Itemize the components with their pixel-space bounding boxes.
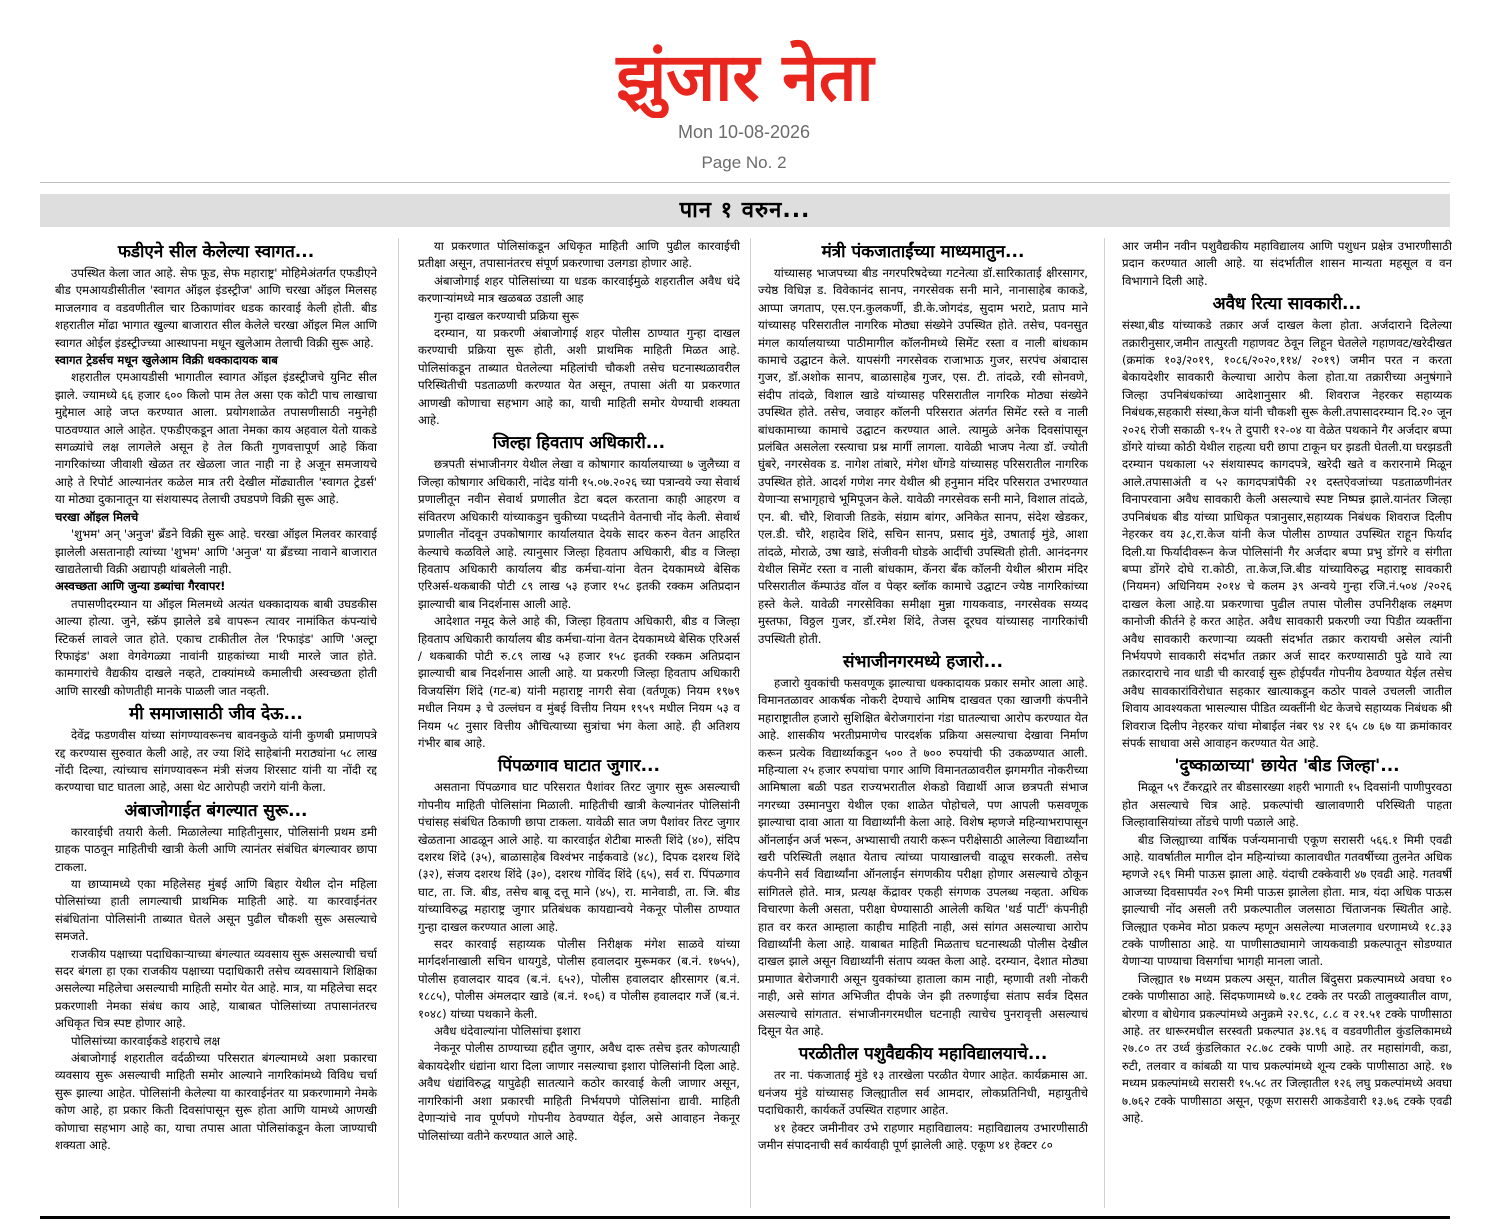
article-paragraph: उपस्थित केला जात आहे. सेफ फूड, सेफ महाराष्ट्र' मोहिमेअंतर्गत एफडीएने बीड एमआयडीसीतील 'स्वागत ऑइल इंडस्ट्रीज' आणि चरखा ऑइल मिलसह माजलगाव व वडवणीतील चार ठिकाणांवर धडक कारवाई केली होती. बीड शहरातील मोंढा भागात खुल्या बाजारात सील केलेले चरखा ऑइल मिल आणि स्वागत ओईल इंडस्ट्रीज्च्या आस्थापना मधून खुलेआम तेलाची विक्री सुरू आहे. (55, 266, 377, 350)
article-column-1 (55, 238, 377, 1208)
article-column-2 (418, 238, 740, 1208)
logo-text: झुंजार नेता (616, 39, 874, 116)
top-divider (40, 182, 1450, 183)
article-subheading: अस्वच्छता आणि जुन्या डब्यांचा गैरवापर! (55, 579, 226, 594)
article-paragraph: छत्रपती संभाजीनगर येथील लेखा व कोषागार कार्यालयाच्या ७ जुलैच्या व जिल्हा कोषागार अधिकारी, नांदेड यांनी १५.०७.२०२६ च्या पत्रान्वये ज्या सेवार्थ प्रणालीतून नवीन सेवार्थ प्रणालीत डेटा बदल करताना काही आहरण व संवितरण अधिकारी यांच्याकडुन चुकीच्या पध्दतीने वेतनाची नोंद केली. सेवार्थ प्रणालीत नोंदवून उपकोषागार कार्यालयात देयके सादर करुन वेतन आहरित केल्याचे कळविले आहे. त्यानुसार जिल्हा हिवताप अधिकारी, बीड व जिल्हा हिवताप अधिकारी कार्यालय बीड कर्मचा-यांना वेतन देयकामध्ये बेसिक एरिअर्स-थकबाकी पोटी ८९ लाख ५३ हजार १५८ इतकी रक्कम अतिप्रदान झाल्याची बाब निदर्शनास आली आहे. (418, 457, 740, 611)
article-paragraph: अंबाजोगाई शहरातील वर्दळीच्या परिसरात बंगल्यामध्ये अशा प्रकारचा व्यवसाय सुरू असल्याची माहिती समोर आल्याने नागरिकांमध्ये विविध चर्चा सुरू झाल्या आहेत. पोलिसांनी केलेल्या या कारवाईनंतर या प्रकरणामागे नेमके कोण आहे, हा प्रकार किती दिवसांपासून सुरू होता आणि यामध्ये आणखी कोणाचा सहभाग आहे का, याचा तपास आता पोलिसांकडून केला जाण्याची शक्यता आहे. (55, 1051, 377, 1153)
masthead (0, 0, 1488, 180)
article-paragraph: शहरातील एमआयडीसी भागातील स्वागत ऑइल इंडस्ट्रीजचे युनिट सील झाले. ज्यामध्ये ६६ हजार ६०० किलो पाम तेल असा एक कोटी पाच लाखाचा मुद्देमाल आहे जप्त करण्यात आला. प्रयोगशाळेत तपासणीसाठी नमुनेही पाठवण्यात आले आहेत. एफडीएकडून आता नेमका काय अहवाल येतो याकडे सगळ्यांचे लक्ष लागलेले असून हे तेल किती गुणवत्तापूर्ण आहे किंवा नागरिकांच्या जीवाशी खेळत तर खेळला जात नाही ना हे अजून समजायचे आहे ते रिपोर्ट आल्यानंतर कळेल मात्र तरी देखील मोंढ्यातील 'स्वागत ट्रेडर्स' या मोठ्या दुकानातून या संशयास्पद तेलाची उघडपणे विक्री सुरू आहे. (55, 370, 377, 507)
article-paragraph: तर ना. पंकजाताई मुंडे १३ तारखेला परळीत येणार आहेत. कार्यक्रमास आ. धनंजय मुंडे यांच्यासह जिल्ह्यातील सर्व आमदार, लोकप्रतिनिधी, महायुतीचे पदाधिकारी, कार्यकर्ते उपस्थित राहणार आहेत. (758, 1068, 1088, 1118)
bottom-divider (40, 1216, 1450, 1219)
article-headline: फडीएने सील केलेल्या स्वागत... (117, 242, 315, 262)
article-headline: परळीतील पशुवैद्यकीय महाविद्यालयाचे... (798, 1044, 1048, 1065)
article-headline: मंत्री पंकजाताईंच्या माध्यमातुन... (821, 242, 1025, 262)
article-column-3 (758, 238, 1088, 1208)
article-paragraph: मिळून ५९ टँकरद्वारे तर बीडसारख्या शहरी भागाती १५ दिवसांनी पाणीपुरवठा होत असल्याचे चित्र आहे. प्रकल्पांची खालावणारी परिस्थिती पाहता जिल्हावासियांच्या तोंडचे पाणी पळाले आहे. (1122, 780, 1452, 830)
article-subheading: चरखा ऑइल मिलचे (55, 509, 139, 524)
issue-date: Mon 10-08-2026 (677, 122, 811, 142)
article-paragraph: अंबाजोगाई शहर पोलिसांच्या या धडक कारवाईमुळे शहरातील अवैध धंदे करणाऱ्यांमध्ये मात्र खळबळ उडाली आह (418, 273, 740, 306)
article-column-4 (1122, 238, 1452, 1208)
article-headline: जिल्हा हिवताप अधिकारी... (492, 433, 666, 454)
article-paragraph: देवेंद्र फडणवीस यांच्या सांगण्यावरूनच बावनकुळे यांनी कुणबी प्रमाणपत्रे रद्द करण्यास सुरुवात केली आहे, तर ज्या शिंदे साहेबांनी मराठ्यांना ५८ लाख नोंदी दिल्या, त्यांच्याच सांगण्यावरून मंत्री संजय शिरसाट यांनी या नोंदी रद्द करण्याचा घाट घातला आहे, असा थेट आरोपही जरांगे यांनी केला. (55, 728, 377, 795)
article-headline: संभाजीनगरमध्ये हजारो... (843, 651, 1003, 672)
article-paragraph: या छाप्यामध्ये एका महिलेसह मुंबई आणि बिहार येथील दोन महिला पोलिसांच्या हाती लागल्याची प्राथमिक माहिती आहे. या कारवाईनंतर संबंधितांना पोलिसांनी ताब्यात घेतले असून पुढील चौकशी सुरू असल्याचे समजते. (55, 877, 377, 944)
article-paragraph: गुन्हा दाखल करण्याची प्रक्रिया सुरू (434, 308, 579, 323)
article-paragraph: जिल्ह्यात १७ मध्यम प्रकल्प असून, यातील बिंदुसरा प्रकल्पामध्ये अवघा १० टक्के पाणीसाठा आहे. सिंदफणामध्ये ७.१८ टक्के तर परळी तालुक्यातील वाण, बोरणा व बोधेगाव प्रकल्पांमध्ये अनुक्रमे २२.९८, ८.८ व २१.५१ टक्के पाणीसाठा आहे. तर धारूरमधील सरस्वती प्रकल्पात ३४.९६ व वडवणीतील कुंडलिकामध्ये २७.८० तर उर्ध्व कुंडलिकात २८.७८ टक्के पाणी आहे. तर महासांगवी, कडा, रुटी, तलवार व कांबळी या पाच प्रकल्पांमध्ये शून्य टक्के पाणीसाठा आहे. १७ मध्यम प्रकल्पांमध्ये सरासरी १५.५८ तर जिल्हातील १२६ लघु प्रकल्पांमध्ये अवघा ७.७६२ टक्के पाणीसाठा असून, एकूण सरासरी आकडेवारी १३.७६ टक्के एवढी आहे. (1122, 971, 1452, 1126)
article-headline: पिंपळगाव घाटात जुगार... (498, 756, 660, 777)
article-subheading: स्वागत ट्रेडर्सच मधून खुलेआम विक्री धक्कादायक बाब (55, 353, 278, 368)
section-banner: पान १ वरुन... (40, 194, 1450, 227)
article-paragraph: नेकनूर पोलीस ठाण्याच्या हद्दीत जुगार, अवैध दारू तसेच इतर कोणत्याही बेकायदेशीर धंद्यांना थारा दिला जाणार नसल्याचा इशारा पोलिसांनी दिला आहे. अवैध धंद्यांविरुद्ध यापुढेही सातत्याने कठोर कारवाई केली जाणार असून, नागरिकांनी अशा प्रकारची माहिती निर्भयपणे पोलिसांना द्यावी. माहिती देणाऱ्यांचे नाव पूर्णपणे गोपनीय ठेवण्यात येईल, असे आवाहन नेकनूर पोलिसांच्या वतीने करण्यात आले आहे. (418, 1041, 740, 1143)
article-paragraph: राजकीय पक्षाच्या पदाधिकाऱ्याच्या बंगल्यात व्यवसाय सुरू असल्याची चर्चा सदर बंगला हा एका राजकीय पक्षाच्या पदाधिकारी तसेच व्यवसायाने शिक्षिका असलेल्या महिलेचा असल्याची माहिती समोर येत आहे. मात्र, या महिलेचा सदर प्रकरणाशी नेमका संबंध काय आहे, याबाबत पोलिसांच्या तपासानंतरच अधिकृत चित्र स्पष्ट होणार आहे. (55, 946, 377, 1031)
article-paragraph: आर जमीन नवीन पशुवैद्यकीय महाविद्यालय आणि पशुधन प्रक्षेत्र उभारणीसाठी प्रदान करण्यात आली आहे. या संदर्भातील शासन मान्यता महसूल व वन विभागाने दिली आहे. (1122, 239, 1452, 288)
article-paragraph: ४१ हेक्टर जमीनीवर उभे राहणार महाविद्यालय: महाविद्यालय उभारणीसाठी जमीन संपादनाची सर्व कार्यवाही पूर्ण झालेली आहे. एकूण ४१ हेक्टर ८० (758, 1120, 1088, 1153)
article-paragraph: आदेशात नमूद केले आहे की, जिल्हा हिवताप अधिकारी, बीड व जिल्हा हिवताप अधिकारी कार्यालय बीड कर्मचा-यांना वेतन देयकामध्ये बेसिक एरिअर्स / थकबाकी पोटी रु.८९ लाख ५३ हजार १५८ इतकी रक्कम अतिप्रदान झाल्याची बाब निदर्शनास आली आहे. या प्रकरणी जिल्हा हिवताप अधिकारी विजयसिंग शिंदे (गट-ब) यांनी महाराष्ट्र नागरी सेवा (वर्तणूक) नियम १९७९ मधील नियम ३ चे उल्लंघन व मुंबई वित्तीय नियम १९५९ मधील नियम ५३ व नियम ५८ नुसार वित्तीय औचित्याच्या सुत्रांचा भंग केला आहे. ही अतिशय गंभीर बाब आहे. (418, 614, 740, 750)
article-headline: 'दुष्काळाच्या' छायेत 'बीड जिल्हा'... (1174, 756, 1400, 777)
article-paragraph: सदर कारवाई सहाय्यक पोलीस निरीक्षक मंगेश साळवे यांच्या मार्गदर्शनाखाली सचिन धायगुडे, पोलीस हवालदार मुरूमकर (ब.नं. १७५५), पोलीस हवालदार यादव (ब.नं. ६५२), पोलीस हवालदार क्षीरसागर (ब.नं. १८८५), पोलीस अंमलदार खाडे (ब.नं. १०६) व पोलीस हवालदार गर्जे (ब.नं. १०४८) यांच्या पथकाने केली. (418, 937, 740, 1021)
article-paragraph: 'शुभम' अन् 'अनुज' ब्रँडने विक्री सुरू आहे. चरखा ऑइल मिलवर कारवाई झालेली असतानाही त्यांच्या 'शुभम' आणि 'अनुज' या ब्रँडच्या नावाने बाजारात खाद्यतेलाची विक्री अद्यापही थांबलेली नाही. (55, 527, 377, 576)
article-headline: अवैध रित्या सावकारी... (1212, 294, 1362, 315)
article-paragraph: हजारो युवकांची फसवणूक झाल्याचा धक्कादायक प्रकार समोर आला आहे. विमानतळावर आकर्षक नोकरी देण्याचे आमिष दाखवत एका खाजगी कंपनीने महाराष्ट्रातील हजारो सुशिक्षित बेरोजगारांना गंडा घातल्याचा आरोप करण्यात येत आहे. शासकीय भरतीप्रमाणेच पारदर्शक प्रक्रिया असल्याचा देखावा निर्माण करून प्रत्येक विद्यार्थ्याकडून ५०० ते ७०० रुपयांची फी उकळण्यात आली. महिन्याला २५ हजार रुपयांचा पगार आणि विमानतळावरील झगमगीत नोकरीच्या आमिषाला बळी पडत राज्यभरातील शेकडो विद्यार्थी आज छत्रपती संभाज नगरच्या उस्मानपुरा येथील एका शाळेत पोहोचले, पण आपली फसवणूक झाल्याचा दावा आता या विद्यार्थ्यांनी केला आहे. विशेष म्हणजे महिन्याभरापासून ऑनलाईन अर्ज भरून, अभ्यासाची तयारी करून परीक्षेसाठी आलेल्या विद्यार्थ्यांना खरी परिस्थिती लक्षात येताच त्यांच्या पायाखालची वाळूच सरकली. तसेच कंपनीने सर्व विद्यार्थ्यांना ऑनलाईन संगणकीय परीक्षा होणार असल्याचे ठोकून सांगितले होते. मात्र, प्रत्यक्ष केंद्रावर एकही संगणक उपलब्ध नव्हता. अधिक विचारणा केली असता, परीक्षा घेण्यासाठी आलेली कथित 'थर्ड पार्टी' कंपनीही हात वर करत आम्हाला काहीच माहिती नाही, असं सांगत असल्याचा आरोप विद्यार्थ्यांनी केला आहे. याबाबत माहिती मिळताच घटनास्थळी पोलीस देखील दाखल झाले असून विद्यार्थ्यांनी संताप व्यक्त केला आहे. दरम्यान, देशात मोठ्या प्रमाणात बेरोजगारी असून युवकांच्या हाताला काम नाही, म्हणावी तशी नोकरी नाही, असे सांगत अभिजीत दीपके जेन झी तरुणाईचा संताप सर्वत्र दिसत असल्याचे सांगतात. संभाजीनगरमधील घटनाही त्याचेच पुनरावृत्ती असल्याचं दिसून येत आहे. (758, 675, 1088, 1039)
page-number: Page No. 2 (701, 153, 787, 172)
column-divider (1104, 238, 1105, 1208)
article-paragraph: बीड जिल्ह्याच्या वार्षिक पर्जन्यमानाची एकूण सरासरी ५६६.१ मिमी एवढी आहे. यावर्षातील मागील दोन महिन्यांच्या कालावधीत गतवर्षीच्या तुलनेत अधिक म्हणजे २६९ मिमी पाऊस झाला आहे. यंदाची टक्केवारी ४७ एवढी आहे. गतवर्षी आजच्या दिवसापर्यंत २०९ मिमी पाऊस झालेला होता. मात्र, यंदा अधिक पाऊस झाल्याची नोंद असली तरी प्रकल्पातील जलसाठा चिंताजनक स्थितीत आहे. जिल्ह्यात एकमेव मोठा प्रकल्प म्हणून असलेल्या माजलगाव धरणामध्ये १८.३३ टक्के पाणीसाठा आहे. या पाणीसाठ्यामागे जायकवाडी प्रकल्पातून सोडण्यात येणाऱ्या पाण्याचा विसर्गाचा भागही मानला जातो. (1122, 832, 1452, 969)
article-paragraph: दरम्यान, या प्रकरणी अंबाजोगाई शहर पोलीस ठाण्यात गुन्हा दाखल करण्याची प्रक्रिया सुरू होती, अशी प्राथमिक माहिती मिळत आहे. पोलिसांकडून ताब्यात घेतलेल्या महिलांची चौकशी तसेच घटनास्थळावरील परिस्थितीची पडताळणी करण्यात येत असून, तपासा अंती या प्रकरणात आणखी कोणाचा सहभाग आहे का, याची माहिती समोर येण्याची शक्यता आहे. (418, 326, 740, 428)
article-headline: अंबाजोगाईत बंगल्यात सुरू... (124, 800, 308, 821)
article-paragraph: यांच्यासह भाजपच्या बीड नगरपरिषदेच्या गटनेत्या डॉ.सारिकाताई क्षीरसागर, ज्येष्ठ विधिज्ञ ड. विवेकानंद सानप, नगरसेवक सनी माने, नानासाहेब काकडे, आप्पा जगताप, एस.एन.कुलकर्णी, डी.के.जोगदंड, सुदाम भराटे, प्रताप माने यांच्यासह परिसरातील नागरिक मोठ्या संख्येने उपस्थित होते. तसेच, पवनसुत मंगल कार्यालयाच्या पाठीमागील कॉलनीमध्ये सिमेंट रस्ता व नाली बांधकाम कामाचे उद्घाटन केले. यापसंगी नगरसेवक राजाभाऊ गुजर, सरपंच अंबादास गुजर, डॉ.अशोक सानप, बाळासाहेब गुजर, एस. टी. तांदळे, रवी सोनवणे, संदीप तांदळे, विशाल खाडे यांच्यासह परिसरातील नागरिक मोठ्या संख्येने उपस्थित होते. तसेच, जवाहर कॉलनी परिसरात अंतर्गत सिमेंट रस्ते व नाली बांधकामाच्या कामाचे उद्घाटन करण्यात आले. त्यामुळे अनेक दिवसांपासून प्रलंबित असलेला रस्त्याचा प्रश्न मार्गी लागला. यावेळी भाजप नेत्या डॉ. ज्योती घुंबरे, नगरसेवक ड. नागेश तांबारे, मंगेश धोंगडे यांच्यासह परिसरातील नागरिक उपस्थित होते. आदर्श गणेश नगर येथील श्री हनुमान मंदिर परिसरात उभारण्यात येणाऱ्या सभागृहाचे भूमिपूजन केले. यावेळी नगरसेवक सनी माने, विशाल तांदळे, एन. बी. चौरे, शिवाजी तिडके, संग्राम बांगर, अनिकेत सानप, संदेश खेडकर, एल.डी. चौरे, शहादेव शिंदे, सचिन सानप, प्रसाद मुंडे, उषाताई मुंडे, आशा तांदळे, मोराळे, उषा खाडे, संजीवनी घोडके आदींची उपस्थिती होती. आनंदनगर येथील सिमेंट रस्ता व नाली बांधकाम, कॅनरा बँक कॉलनी येथील श्रीराम मंदिर परिसरातील कॅम्पाउंड वॉल व पेव्हर ब्लॉक कामाचे उद्घाटन ज्येष्ठ नागरिकांच्या हस्ते केले. यावेळी नगरसेविका समीक्षा मुन्ना गायकवाड, नगरसेवक सय्यद मुस्तफा, विठ्ठल गुजर, डॉ.रमेश शिंदे, तेजस दूरघव यांच्यासह नागरिकांची उपस्थिती होती. (758, 266, 1088, 646)
article-paragraph: तपासणीदरम्यान या ऑइल मिलमध्ये अत्यंत धक्कादायक बाबी उघडकीस आल्या होत्या. जुने, स्क्रॅप झालेले डबे वापरून त्यावर नामांकित कंपन्यांचे स्टिकर्स लावले जात होते. एकाच टाकीतील तेल 'रिफाइंड' आणि 'अल्ट्रा रिफाइंड' अशा वेगवेगळ्या नावांनी ग्राहकांच्या माथी मारले जात होते. कामगारांचे वैद्यकीय दाखले नव्हते, टाक्यांमध्ये कमालीची अस्वच्छता होती आणि सारखी कोणतीही मानके पाळली जात नव्हती. (55, 596, 377, 698)
article-paragraph: या प्रकरणात पोलिसांकडून अधिकृत माहिती आणि पुढील कारवाईची प्रतीक्षा असून, तपासानंतरच संपूर्ण प्रकरणाचा उलगडा होणार आहे. (418, 239, 740, 271)
column-divider (750, 238, 751, 1208)
article-headline: मी समाजासाठी जीव देऊ... (129, 704, 303, 725)
article-paragraph: असताना पिंपळगाव घाट परिसरात पैशांवर तिरट जुगार सुरू असल्याची गोपनीय माहिती पोलिसांना मिळाली. माहितीची खात्री केल्यानंतर पोलिसांनी पंचांसह संबंधित ठिकाणी छापा टाकला. यावेळी सात जण पैशांवर तिरट जुगार खेळताना आढळून आले आहे. या कारवाईत शेटीबा मारुती शिंदे (४०), संदिप दशरथ शिंदे (३५), बाळासाहेब विश्वंभर नाईकवाडे (४८), दिपक दशरथ शिंदे (३२), संजय दशरथ शिंदे (३०), दशरथ गोविंद शिंदे (६५), सर्व रा. पिंपळगाव घाट, ता. जि. बीड, तसेच बाबू दत्तू माने (४५), रा. मानेवाडी, ता. जि. बीड यांच्याविरुद्ध महाराष्ट्र जुगार प्रतिबंधक कायद्यान्वये नेकनूर पोलीस ठाण्यात गुन्हा दाखल करण्यात आला आहे. (418, 780, 740, 934)
article-paragraph: कारवाईची तयारी केली. मिळालेल्या माहितीनुसार, पोलिसांनी प्रथम डमी ग्राहक पाठवून माहितीची खात्री केली आणि त्यानंतर संबंधित बंगल्यावर छापा टाकला. (55, 824, 377, 874)
article-paragraph: संस्था,बीड यांच्याकडे तक्रार अर्ज दाखल केला होता. अर्जदाराने दिलेल्या तक्रारीनुसार,जमीन तात्पुरती गहाणवट ठेवून लिहून घेतलेले गहाणवट/खरेदीखत (क्रमांक १०३/२०१९, १०८६/२०२०,११४/ २०१९) जमीन परत न करता बेकायदेशीर सावकारी केल्याचा आरोप केला होता.या तक्रारीच्या अनुषंगाने जिल्हा उपनिबंधकांच्या आदेशानुसार श्री. शिवराज नेहरकर सहाय्यक निबंधक,सहकारी संस्था,केज यांनी चौकशी सुरू केली.तपासादरम्यान दि.२० जून २०२६ रोजी सकाळी ९-१५ ते दुपारी १२-०४ या वेळेत पथकाने गैर अर्जदार बप्पा डोंगरे यांच्या कोठी येथील राहत्या घरी छापा टाकून घर झडती घेतली.या घरझडती दरम्यान पथकाला ५२ संशयास्पद कागदपत्रे, खरेदी खते व करारनामे मिळून आले.तपासाअंती व ५२ कागदपत्रांपैकी २१ दस्तऐवजांच्या पडताळणीनंतर विनापरवाना अवैध सावकारी केली असल्याचे स्पष्ट निष्पन्न झाले.यानंतर जिल्हा उपनिबंधक बीड यांच्या प्राधिकृत पत्रानुसार,सहाय्यक निबंधक शिवराज दिलीप नेहरकर वय ३८,रा.केज यांनी केज पोलीस ठाण्यात उपस्थित राहून फिर्याद दिली.या फिर्यादीवरून केज पोलिसांनी गैर अर्जदार बप्पा प्रभु डोंगरे व संगीता बप्पा डोंगरे दोघे रा.कोठी, ता.केज,जि.बीड यांच्याविरुद्ध महाराष्ट्र सावकारी (नियमन) अधिनियम २०१४ चे कलम ३९ अन्वये गुन्हा रजि.नं.५०४ /२०२६ दाखल केला आहे.या प्रकरणाचा पुढील तपास पोलीस उपनिरीक्षक लक्ष्मण कानोजी कीर्तने हे करत आहेत. अवैध सावकारी प्रकरणी ज्या पिडीत व्यक्तींना अवैध सावकारी करणाऱ्या व्यक्ती संदर्भात तक्रार करायची असेल त्यांनी निर्भयपणे सावकारी संदर्भात तक्रार अर्ज सादर करण्यासाठी पुढे यावे त्या तक्रारदाराचे नाव धाडी ची कारवाई सुरू होईपर्यंत गोपनीय ठेवण्यात येईल तसेच अवैध सावकारांविरोधात सहकार खात्याकडून कठोर पावले उचलली जातील शिवाय आवश्यकता भासल्यास पीडित व्यक्तींनी थेट केजचे सहाय्यक निबंधक श्री शिवराज दिलीप नेहरकर यांचा मोबाईल नंबर ९४ २१ ६५ ८७ ६७ या क्रमांकावर संपर्क साधावा असे आवाहन करण्यात येत आहे. (1122, 318, 1452, 750)
article-paragraph: अवैध धंदेवाल्यांना पोलिसांचा इशारा (434, 1024, 581, 1039)
newspaper-logo (560, 28, 930, 118)
article-paragraph: पोलिसांच्या कारवाईकडे शहराचे लक्ष (71, 1033, 220, 1048)
column-divider (398, 238, 399, 1208)
